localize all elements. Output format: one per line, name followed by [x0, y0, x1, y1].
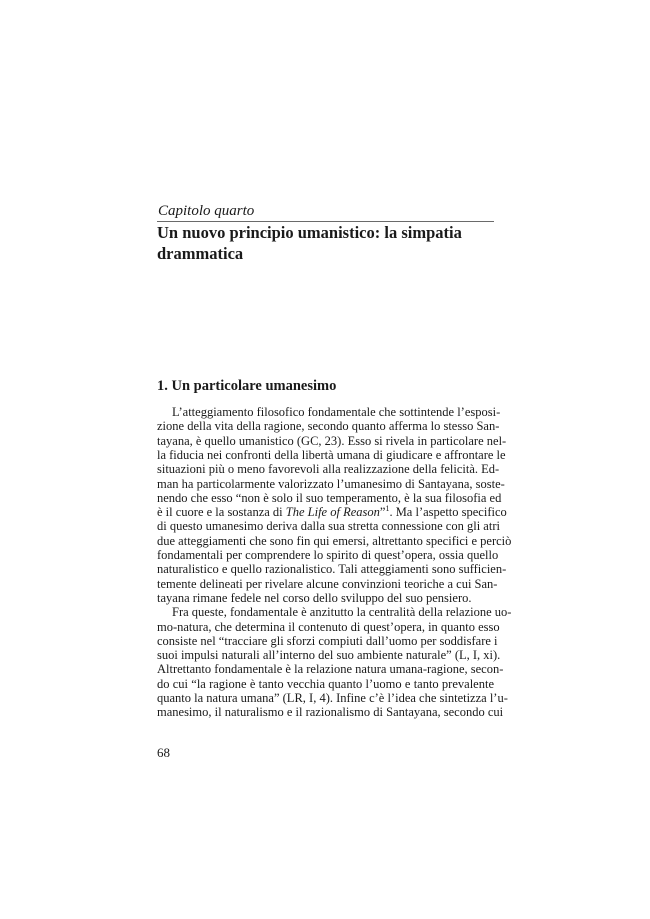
body-line: naturalistico e quello razionalistico. Tali atteggiamenti sono sufficien- — [157, 562, 507, 577]
footnote-marker[interactable]: 1 — [385, 503, 390, 513]
body-text-segment: è il cuore e la sostanza di — [157, 505, 286, 520]
body-line: tayana, è quello umanistico (GC, 23). Esso si rivela in particolare nel- — [157, 433, 507, 448]
body-line: consiste nel “tracciare gli sforzi compiuti dall’uomo per soddisfare i — [157, 633, 498, 648]
body-line: do cui “la ragione è tanto vecchia quanto l’uomo e tanto prevalente — [157, 676, 494, 691]
body-line: quanto la natura umana” (LR, I, 4). Infine c’è l’idea che sintetizza l’u- — [157, 691, 508, 705]
body-line: man ha particolarmente valorizzato l’umanesimo di Santayana, soste- — [157, 476, 505, 491]
section-heading: 1. Un particolare umanesimo — [157, 378, 337, 394]
body-line: zione della vita della ragione, secondo quanto afferma lo stesso San- — [157, 419, 500, 434]
body-line-with-citation — [157, 503, 507, 520]
body-line: nendo che esso “non è solo il suo temperamento, è la sua filosofia ed — [157, 490, 502, 505]
body-line: fondamentali per comprendere lo spirito di quest’opera, ossia quello — [157, 548, 499, 562]
body-line: due atteggiamenti che sono fin qui emersi, altrettanto specifici e perciò — [157, 533, 512, 548]
body-line: L’atteggiamento filosofico fondamentale che sottintende l’esposi- — [172, 405, 501, 419]
page-number: 68 — [157, 745, 170, 760]
body-line: mo-natura, che determina il contenuto di quest’opera, in quanto esso — [157, 619, 500, 634]
body-line: tayana rimane fedele nel corso dello sviluppo del suo pensiero. — [157, 590, 472, 605]
body-line: manesimo, il naturalismo e il razionalismo di Santayana, secondo cui — [157, 705, 504, 720]
chapter-title: Un nuovo principio umanistico: la simpatia drammatica — [157, 223, 462, 263]
body-line: suoi impulsi naturali all’interno del suo ambiente naturale” (L, I, xi). — [157, 648, 501, 663]
book-title: The Life of Reason — [285, 505, 380, 520]
body-line: Altrettanto fondamentale è la relazione natura umana-ragione, secon- — [157, 662, 504, 677]
body-line: situazioni più o meno favorevoli alla realizzazione della felicità. Ed- — [157, 462, 500, 477]
body-line: di questo umanesimo deriva dalla sua stretta connessione con gli atri — [157, 519, 500, 534]
body-text-segment: . Ma l’aspetto specifico — [389, 505, 507, 520]
body-line: la fiducia nei confronti della libertà umana di giudicare e affrontare le — [157, 447, 506, 462]
body-line: temente delineati per rivelare alcune convinzioni teoriche a cui San- — [157, 576, 498, 591]
quote-close: ” — [379, 505, 386, 520]
body-line: Fra queste, fondamentale è anzitutto la centralità della relazione uo- — [172, 605, 512, 620]
chapter-label: Capitolo quarto — [158, 203, 255, 219]
